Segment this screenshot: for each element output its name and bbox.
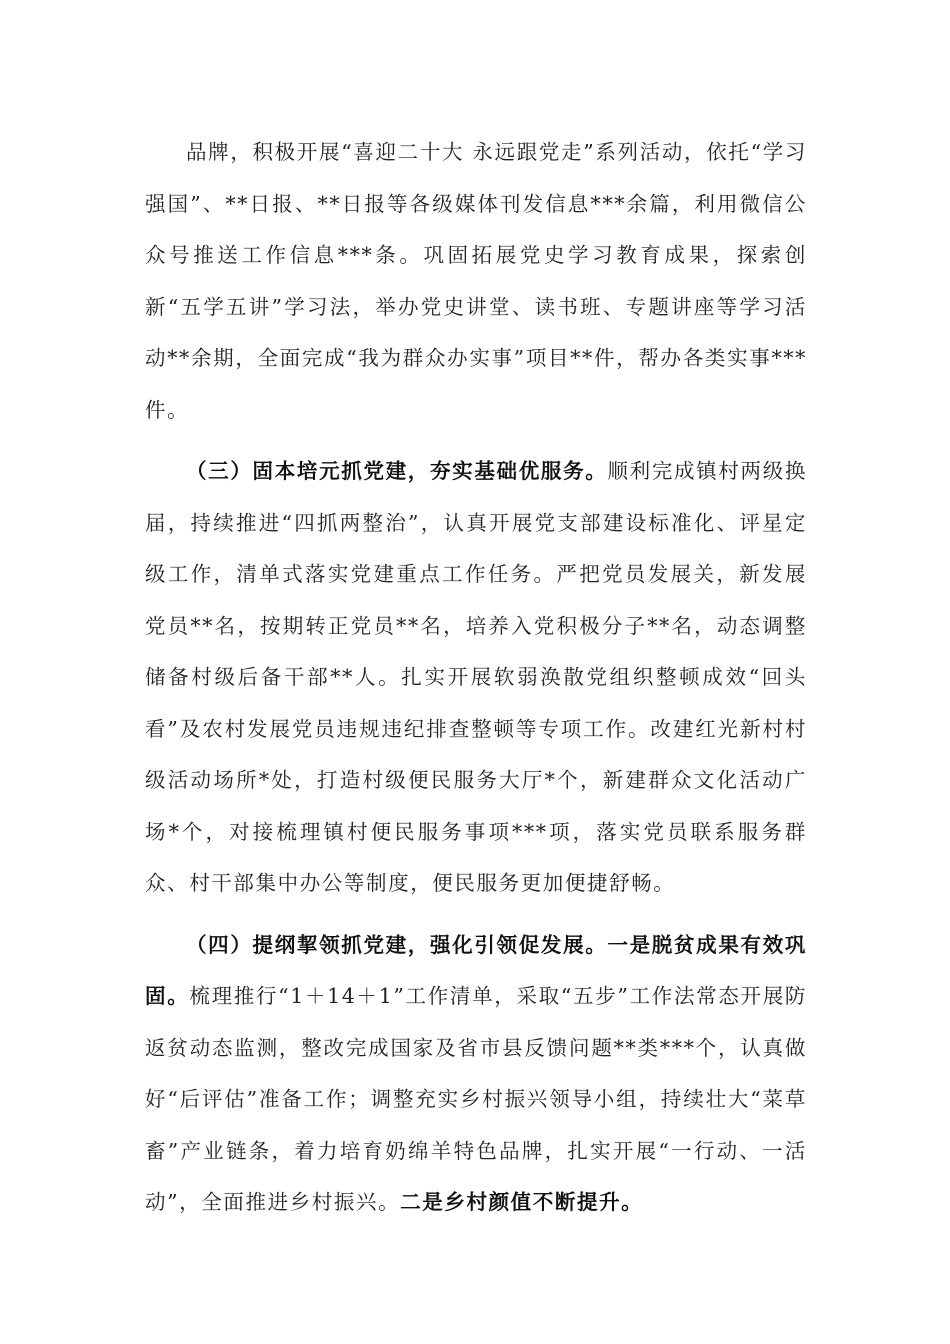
section-3-heading: （三）固本培元抓党建，夯实基础优服务。	[186, 459, 608, 483]
paragraph-2	[145, 446, 807, 910]
paragraph-2-text: 顺利完成镇村两级换届，持续推进“四抓两整治”，认真开展党支部建设标准化、评星定级工作，清单式落实党建重点工作任务。严把党员发展关，新发展党员**名，按期转正党员**名，培养入党积极分子**名，动态调整储备村级后备干部**人。扎实开展软弱涣散党组织整顿成效“回头看”及农村发展党员违规违纪排查整顿等专项工作。改建红光新村村级活动场所*处，打造村级便民服务大厅*个，新建群众文化活动广场*个，对接梳理镇村便民服务事项***项，落实党员联系服务群众、村干部集中办公等制度，便民服务更加便捷舒畅。	[145, 459, 808, 895]
document-body	[145, 127, 807, 1229]
paragraph-1-text: 品牌，积极开展“喜迎二十大 永远跟党走”系列活动，依托“学习强国”、**日报、**日报等各级媒体刊发信息***余篇，利用微信公众号推送工作信息***条。巩固拓展党史学习教育成果，探索创新“五学五讲”学习法，举办党史讲堂、读书班、专题讲座等学习活动**余期，全面完成“我为群众办实事”项目**件，帮办各类实事***件。	[145, 140, 807, 422]
subsection-2-heading: 二是乡村颜值不断提升。	[400, 1190, 644, 1214]
paragraph-1	[145, 127, 807, 436]
section-4-heading: （四）提纲挈领抓党建，强化引领促发展。一是脱贫成果有效巩固。	[145, 932, 807, 1008]
paragraph-3-text: 梳理推行“1＋14＋1”工作清单，采取“五步”工作法常态开展防返贫动态监测，整改完成国家及省市县反馈问题**类***个，认真做好“后评估”准备工作；调整充实乡村振兴领导小组，持续壮大“菜草畜”产业链条，着力培育奶绵羊特色品牌，扎实开展“一行动、一活动”，全面推进乡村振兴。	[145, 984, 807, 1214]
paragraph-3	[145, 920, 807, 1229]
